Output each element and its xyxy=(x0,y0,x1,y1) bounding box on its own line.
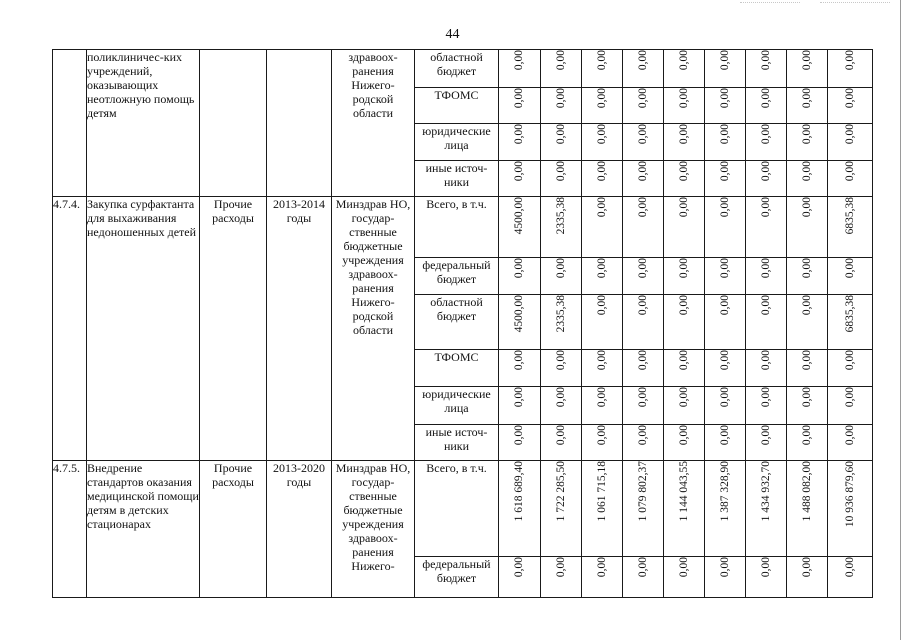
scan-artifact-line xyxy=(820,2,890,3)
amount-cell xyxy=(582,557,623,598)
amount-value: 0,00 xyxy=(554,387,567,408)
page-number: 44 xyxy=(445,27,460,42)
amount-value: 0,00 xyxy=(595,124,608,145)
item-name: поликлиничес-ких учреждений, оказывающих неотложную помощь детям xyxy=(87,50,200,197)
amount-value: 0,00 xyxy=(677,124,690,145)
amount-cell xyxy=(705,350,746,387)
amount-value: 0,00 xyxy=(759,161,772,182)
amount-value: 0,00 xyxy=(677,350,690,371)
amount-cell xyxy=(828,161,873,197)
amount-cell xyxy=(664,50,705,88)
amount-cell xyxy=(623,161,664,197)
amount-cell xyxy=(787,557,828,598)
amount-cell xyxy=(623,50,664,88)
amount-cell xyxy=(499,197,541,258)
amount-value: 0,00 xyxy=(513,387,525,408)
amount-value: 0,00 xyxy=(554,124,567,145)
amount-cell xyxy=(541,557,582,598)
amount-cell xyxy=(499,350,541,387)
amount-cell xyxy=(623,557,664,598)
amount-cell xyxy=(705,557,746,598)
funding-source: юридические лица xyxy=(415,387,499,425)
amount-cell xyxy=(664,88,705,124)
implementation-years xyxy=(267,50,332,197)
amount-cell xyxy=(499,557,541,598)
amount-value: 0,00 xyxy=(800,425,813,446)
funding-source: ТФОМС xyxy=(415,350,499,387)
funding-source: федеральный бюджет xyxy=(415,258,499,295)
amount-cell xyxy=(828,258,873,295)
amount-value: 0,00 xyxy=(595,50,608,71)
amount-value: 0,00 xyxy=(636,258,649,279)
amount-cell xyxy=(705,461,746,557)
amount-cell xyxy=(582,258,623,295)
item-number: 4.7.5. xyxy=(53,461,87,598)
amount-value: 0,00 xyxy=(595,197,608,218)
budget-table-body xyxy=(53,50,873,598)
amount-value: 0,00 xyxy=(843,425,856,446)
amount-value: 0,00 xyxy=(677,197,690,218)
amount-cell xyxy=(582,88,623,124)
amount-cell xyxy=(746,387,787,425)
amount-cell xyxy=(746,258,787,295)
amount-cell xyxy=(787,461,828,557)
amount-value: 1 488 082,00 xyxy=(800,461,813,522)
amount-cell xyxy=(787,197,828,258)
amount-cell xyxy=(664,124,705,161)
amount-cell xyxy=(746,461,787,557)
amount-value: 0,00 xyxy=(800,295,813,316)
amount-cell xyxy=(499,461,541,557)
amount-value: 2335,38 xyxy=(554,197,567,235)
amount-value: 0,00 xyxy=(636,387,649,408)
amount-cell xyxy=(746,425,787,461)
amount-cell xyxy=(541,197,582,258)
amount-cell xyxy=(705,258,746,295)
amount-value: 0,00 xyxy=(636,50,649,71)
amount-cell xyxy=(746,124,787,161)
amount-value: 0,00 xyxy=(554,557,567,578)
amount-value: 0,00 xyxy=(759,425,772,446)
amount-cell xyxy=(499,50,541,88)
table-row xyxy=(53,50,873,88)
executor: Минздрав НО, государ-ственные бюджетные учреждения здравоох-ранения Нижего-родской области xyxy=(332,197,415,461)
amount-cell xyxy=(541,124,582,161)
funding-source: федеральный бюджет xyxy=(415,557,499,598)
expense-type xyxy=(200,50,267,197)
amount-cell xyxy=(582,387,623,425)
amount-value: 0,00 xyxy=(843,88,856,109)
amount-value: 0,00 xyxy=(677,387,690,408)
amount-cell xyxy=(664,258,705,295)
amount-cell xyxy=(582,124,623,161)
amount-cell xyxy=(828,461,873,557)
amount-cell xyxy=(582,197,623,258)
amount-cell xyxy=(582,50,623,88)
amount-cell xyxy=(828,425,873,461)
amount-value: 0,00 xyxy=(636,425,649,446)
amount-cell xyxy=(499,258,541,295)
amount-cell xyxy=(623,88,664,124)
amount-value: 0,00 xyxy=(843,161,856,182)
amount-value: 0,00 xyxy=(677,50,690,71)
amount-value: 0,00 xyxy=(800,50,813,71)
amount-value: 0,00 xyxy=(636,197,649,218)
amount-value: 0,00 xyxy=(677,161,690,182)
amount-cell xyxy=(582,161,623,197)
amount-value: 0,00 xyxy=(800,124,813,145)
amount-value: 10 936 879,60 xyxy=(843,461,856,528)
amount-value: 2335,38 xyxy=(554,295,567,333)
amount-value: 1 144 043,55 xyxy=(677,461,690,522)
amount-value: 0,00 xyxy=(554,161,567,182)
amount-value: 0,00 xyxy=(513,425,525,446)
amount-value: 1 079 802,37 xyxy=(636,461,649,522)
amount-cell xyxy=(705,387,746,425)
amount-cell xyxy=(705,88,746,124)
amount-value: 0,00 xyxy=(718,425,731,446)
amount-value: 0,00 xyxy=(759,295,772,316)
page-edge-line xyxy=(900,0,901,640)
amount-value: 0,00 xyxy=(595,88,608,109)
amount-value: 1 618 689,40 xyxy=(513,461,525,522)
amount-value: 0,00 xyxy=(595,161,608,182)
amount-value: 0,00 xyxy=(718,387,731,408)
amount-cell xyxy=(664,161,705,197)
amount-cell xyxy=(664,197,705,258)
amount-cell xyxy=(787,50,828,88)
funding-source: ТФОМС xyxy=(415,88,499,124)
funding-source: Всего, в т.ч. xyxy=(415,461,499,557)
item-name: Внедрение стандартов оказания медицинской помощи детям в детских стационарах xyxy=(87,461,200,598)
amount-cell xyxy=(705,124,746,161)
amount-value: 0,00 xyxy=(677,425,690,446)
funding-source: областной бюджет xyxy=(415,295,499,350)
amount-value: 0,00 xyxy=(636,557,649,578)
amount-value: 0,00 xyxy=(843,50,856,71)
amount-cell xyxy=(828,350,873,387)
amount-cell xyxy=(499,88,541,124)
amount-cell xyxy=(664,387,705,425)
amount-cell xyxy=(541,258,582,295)
amount-value: 0,00 xyxy=(554,258,567,279)
amount-value: 0,00 xyxy=(554,50,567,71)
funding-source: иные источ-ники xyxy=(415,425,499,461)
amount-cell xyxy=(787,387,828,425)
amount-cell xyxy=(541,387,582,425)
amount-cell xyxy=(828,50,873,88)
amount-value: 6835,38 xyxy=(843,295,856,333)
amount-value: 0,00 xyxy=(636,295,649,316)
funding-source: иные источ-ники xyxy=(415,161,499,197)
amount-value: 0,00 xyxy=(513,161,525,182)
executor: здравоох-ранения Нижего-родской области xyxy=(332,50,415,197)
amount-value: 0,00 xyxy=(843,124,856,145)
amount-value: 0,00 xyxy=(718,124,731,145)
amount-cell xyxy=(705,50,746,88)
amount-value: 0,00 xyxy=(595,295,608,316)
amount-value: 1 061 715,18 xyxy=(595,461,608,522)
amount-cell xyxy=(828,197,873,258)
amount-value: 0,00 xyxy=(759,557,772,578)
amount-value: 0,00 xyxy=(677,557,690,578)
amount-cell xyxy=(705,161,746,197)
amount-cell xyxy=(623,295,664,350)
amount-cell xyxy=(828,88,873,124)
amount-value: 0,00 xyxy=(636,124,649,145)
amount-value: 0,00 xyxy=(843,557,856,578)
amount-value: 0,00 xyxy=(677,88,690,109)
amount-value: 0,00 xyxy=(718,50,731,71)
amount-cell xyxy=(828,387,873,425)
amount-value: 6835,38 xyxy=(843,197,856,235)
amount-value: 0,00 xyxy=(800,350,813,371)
amount-value: 4500,00 xyxy=(513,295,525,333)
amount-cell xyxy=(705,197,746,258)
amount-cell xyxy=(787,350,828,387)
amount-value: 0,00 xyxy=(718,161,731,182)
amount-cell xyxy=(828,295,873,350)
amount-cell xyxy=(787,88,828,124)
amount-value: 4500,00 xyxy=(513,197,525,235)
amount-value: 0,00 xyxy=(595,425,608,446)
amount-cell xyxy=(705,425,746,461)
amount-value: 0,00 xyxy=(843,387,856,408)
table-row xyxy=(53,197,873,258)
amount-cell xyxy=(705,295,746,350)
amount-cell xyxy=(746,557,787,598)
amount-cell xyxy=(664,425,705,461)
amount-cell xyxy=(746,295,787,350)
amount-value: 0,00 xyxy=(718,350,731,371)
amount-cell xyxy=(499,124,541,161)
amount-cell xyxy=(828,124,873,161)
amount-value: 1 387 328,90 xyxy=(718,461,731,522)
amount-cell xyxy=(746,161,787,197)
amount-value: 0,00 xyxy=(513,50,525,71)
table-row xyxy=(53,461,873,557)
amount-cell xyxy=(623,350,664,387)
implementation-years: 2013-2020 годы xyxy=(267,461,332,598)
amount-value: 0,00 xyxy=(759,350,772,371)
amount-cell xyxy=(541,50,582,88)
amount-cell xyxy=(664,295,705,350)
amount-cell xyxy=(499,295,541,350)
amount-value: 0,00 xyxy=(677,258,690,279)
amount-cell xyxy=(499,161,541,197)
amount-value: 0,00 xyxy=(800,161,813,182)
executor: Минздрав НО, государ-ственные бюджетные учреждения здравоох-ранения Нижего- xyxy=(332,461,415,598)
amount-cell xyxy=(746,50,787,88)
amount-cell xyxy=(541,295,582,350)
amount-value: 0,00 xyxy=(718,258,731,279)
amount-cell xyxy=(787,258,828,295)
amount-cell xyxy=(582,295,623,350)
amount-cell xyxy=(664,350,705,387)
amount-value: 0,00 xyxy=(718,557,731,578)
amount-value: 0,00 xyxy=(843,258,856,279)
amount-value: 0,00 xyxy=(800,557,813,578)
amount-cell xyxy=(746,88,787,124)
amount-value: 0,00 xyxy=(595,350,608,371)
amount-cell xyxy=(746,350,787,387)
amount-cell xyxy=(664,557,705,598)
item-number xyxy=(53,50,87,197)
amount-cell xyxy=(499,425,541,461)
amount-value: 0,00 xyxy=(554,88,567,109)
amount-cell xyxy=(623,387,664,425)
expense-type: Прочие расходы xyxy=(200,461,267,598)
amount-value: 0,00 xyxy=(554,425,567,446)
amount-cell xyxy=(623,197,664,258)
amount-value: 1 722 285,50 xyxy=(554,461,567,522)
amount-value: 0,00 xyxy=(759,124,772,145)
amount-cell xyxy=(541,425,582,461)
amount-value: 0,00 xyxy=(595,387,608,408)
amount-cell xyxy=(623,258,664,295)
amount-value: 0,00 xyxy=(759,88,772,109)
amount-cell xyxy=(787,124,828,161)
amount-value: 0,00 xyxy=(759,50,772,71)
amount-cell xyxy=(787,295,828,350)
amount-cell xyxy=(582,350,623,387)
amount-value: 0,00 xyxy=(718,295,731,316)
amount-cell xyxy=(541,461,582,557)
amount-value: 0,00 xyxy=(800,258,813,279)
amount-value: 0,00 xyxy=(718,88,731,109)
amount-cell xyxy=(828,557,873,598)
expense-type: Прочие расходы xyxy=(200,197,267,461)
funding-source: юридические лица xyxy=(415,124,499,161)
amount-value: 0,00 xyxy=(513,557,525,578)
amount-value: 0,00 xyxy=(800,197,813,218)
amount-value: 0,00 xyxy=(595,258,608,279)
amount-cell xyxy=(787,161,828,197)
amount-value: 0,00 xyxy=(513,350,525,371)
amount-value: 0,00 xyxy=(636,350,649,371)
amount-cell xyxy=(582,461,623,557)
item-name: Закупка сурфактанта для выхаживания недоношенных детей xyxy=(87,197,200,461)
amount-value: 1 434 932,70 xyxy=(759,461,772,522)
scan-artifact-line xyxy=(740,2,800,3)
amount-value: 0,00 xyxy=(677,295,690,316)
amount-value: 0,00 xyxy=(513,258,525,279)
funding-source: Всего, в т.ч. xyxy=(415,197,499,258)
amount-value: 0,00 xyxy=(554,350,567,371)
amount-value: 0,00 xyxy=(595,557,608,578)
amount-value: 0,00 xyxy=(843,350,856,371)
amount-cell xyxy=(623,425,664,461)
amount-value: 0,00 xyxy=(800,88,813,109)
amount-value: 0,00 xyxy=(513,88,525,109)
amount-cell xyxy=(541,161,582,197)
amount-value: 0,00 xyxy=(759,197,772,218)
amount-cell xyxy=(582,425,623,461)
amount-value: 0,00 xyxy=(636,161,649,182)
amount-cell xyxy=(541,88,582,124)
amount-value: 0,00 xyxy=(800,387,813,408)
implementation-years: 2013-2014 годы xyxy=(267,197,332,461)
amount-value: 0,00 xyxy=(718,197,731,218)
budget-table xyxy=(52,49,873,598)
amount-cell xyxy=(623,124,664,161)
amount-cell xyxy=(746,197,787,258)
amount-value: 0,00 xyxy=(759,258,772,279)
amount-cell xyxy=(541,350,582,387)
amount-value: 0,00 xyxy=(513,124,525,145)
amount-cell xyxy=(787,425,828,461)
item-number: 4.7.4. xyxy=(53,197,87,461)
amount-value: 0,00 xyxy=(636,88,649,109)
amount-cell xyxy=(623,461,664,557)
funding-source: областной бюджет xyxy=(415,50,499,88)
amount-cell xyxy=(499,387,541,425)
amount-cell xyxy=(664,461,705,557)
amount-value: 0,00 xyxy=(759,387,772,408)
